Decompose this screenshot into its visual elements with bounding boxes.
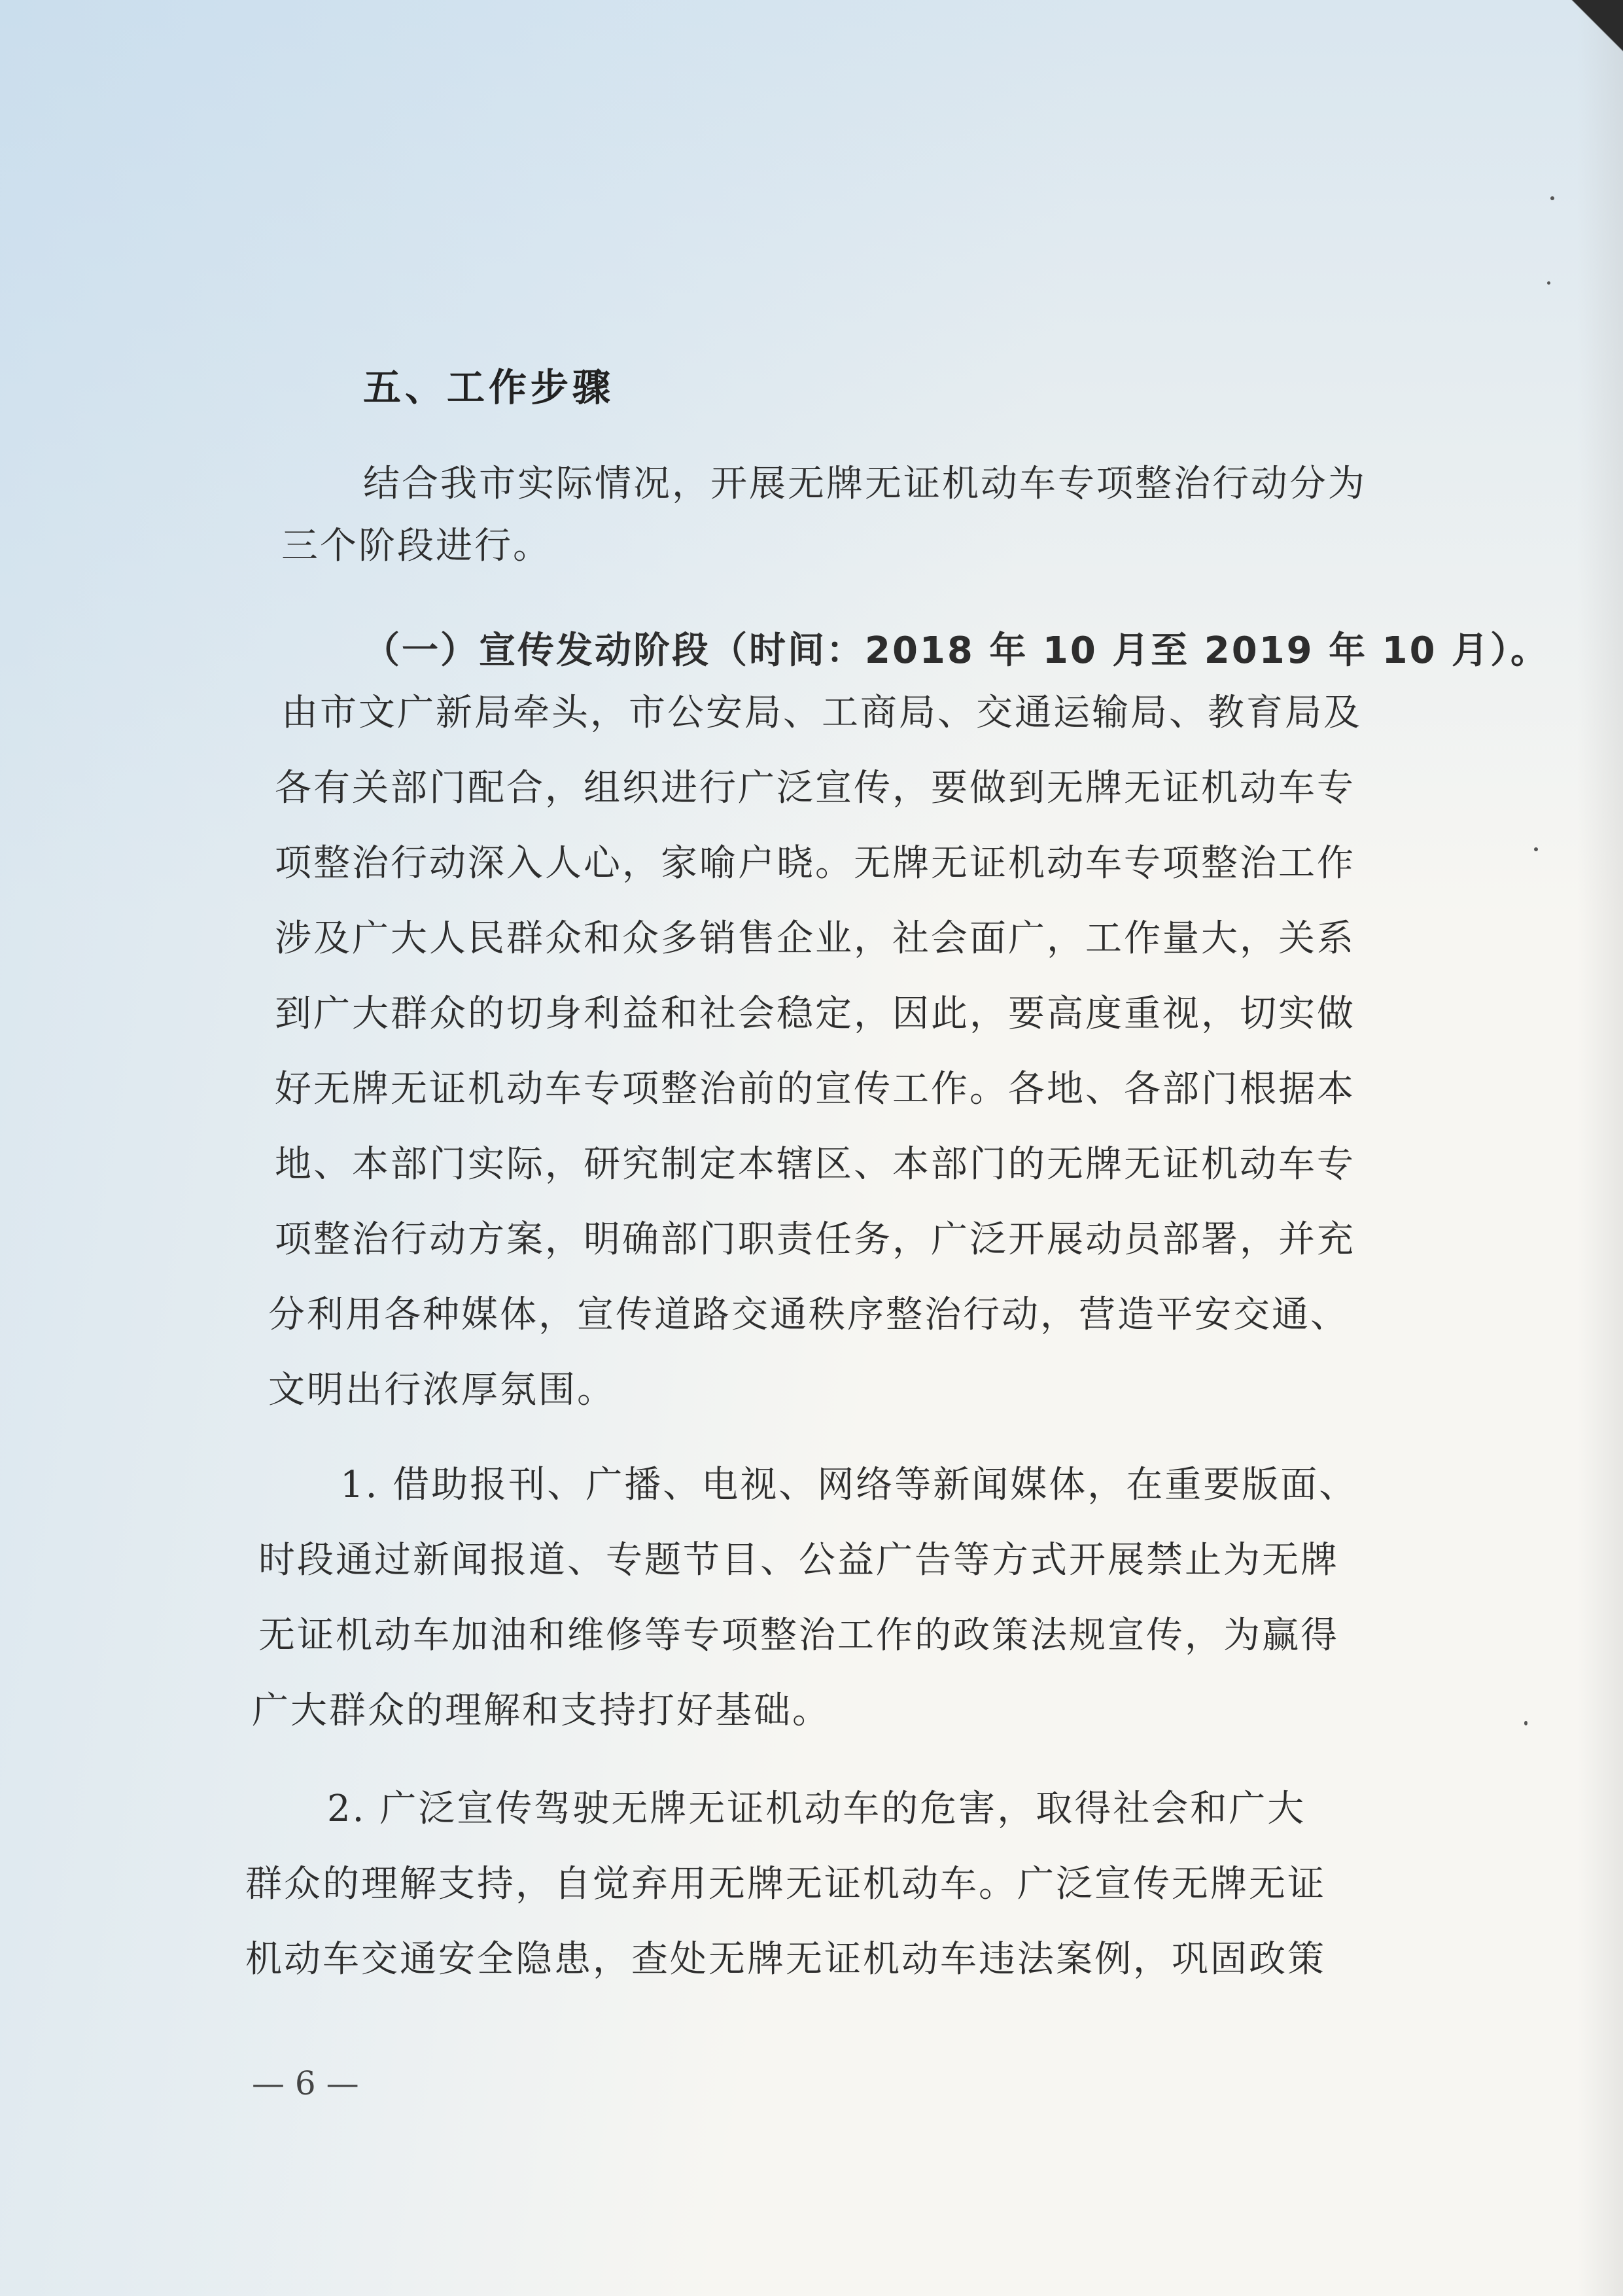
item2-line: 群众的理解支持，自觉弃用无牌无证机动车。广泛宣传无牌无证 [245,1863,1326,1905]
stage1-line: 地、本部门实际，研究制定本辖区、本部门的无牌无证机动车专 [275,1143,1355,1186]
intro-line: 三个阶段进行。 [281,525,551,567]
item1-line: 1. 借助报刊、广播、电视、网络等新闻媒体，在重要版面、 [340,1464,1358,1506]
stage1-line: 文明出行浓厚氛围。 [268,1369,616,1411]
item2-line: 机动车交通安全隐患，查处无牌无证机动车违法案例，巩固政策 [245,1938,1326,1981]
item1-line: 时段通过新闻报道、专题节目、公益广告等方式开展禁止为无牌 [258,1539,1339,1581]
page-edge-shadow [1577,0,1623,2296]
stage1-line: 分利用各种媒体，宣传道路交通秩序整治行动，营造平安交通、 [268,1294,1349,1336]
corner-scan-shadow [1531,0,1623,52]
stage1-line: 由市文广新局牵头，市公安局、工商局、交通运输局、教育局及 [281,692,1362,734]
intro-line: 结合我市实际情况，开展无牌无证机动车专项整治行动分为 [363,463,1367,505]
stage1-line: 项整治行动方案，明确部门职责任务，广泛开展动员部署，并充 [275,1218,1355,1261]
stage1-line: 项整治行动深入人心，家喻户晓。无牌无证机动车专项整治工作 [275,842,1355,885]
scan-speck [1547,281,1550,285]
stage1-line: 好无牌无证机动车专项整治前的宣传工作。各地、各部门根据本 [275,1068,1355,1110]
section-heading: 五、工作步骤 [363,365,615,410]
scan-speck [1534,847,1538,851]
stage1-line: 涉及广大人民群众和众多销售企业，社会面广，工作量大，关系 [275,917,1355,960]
stage1-line: 各有关部门配合，组织进行广泛宣传，要做到无牌无证机动车专 [275,767,1355,809]
item2-line: 2. 广泛宣传驾驶无牌无证机动车的危害，取得社会和广大 [327,1788,1306,1830]
scan-speck [1550,196,1554,200]
item1-line: 无证机动车加油和维修等专项整治工作的政策法规宣传，为赢得 [258,1614,1339,1657]
item1-line: 广大群众的理解和支持打好基础。 [252,1689,831,1732]
scan-speck [1524,1721,1527,1725]
stage1-line: 到广大群众的切身利益和社会稳定，因此，要高度重视，切实做 [275,993,1355,1035]
stage1-title: （一）宣传发动阶段（时间：2018 年 10 月至 2019 年 10 月）。 [363,629,1550,672]
page-number: — 6 — [252,2064,359,2102]
